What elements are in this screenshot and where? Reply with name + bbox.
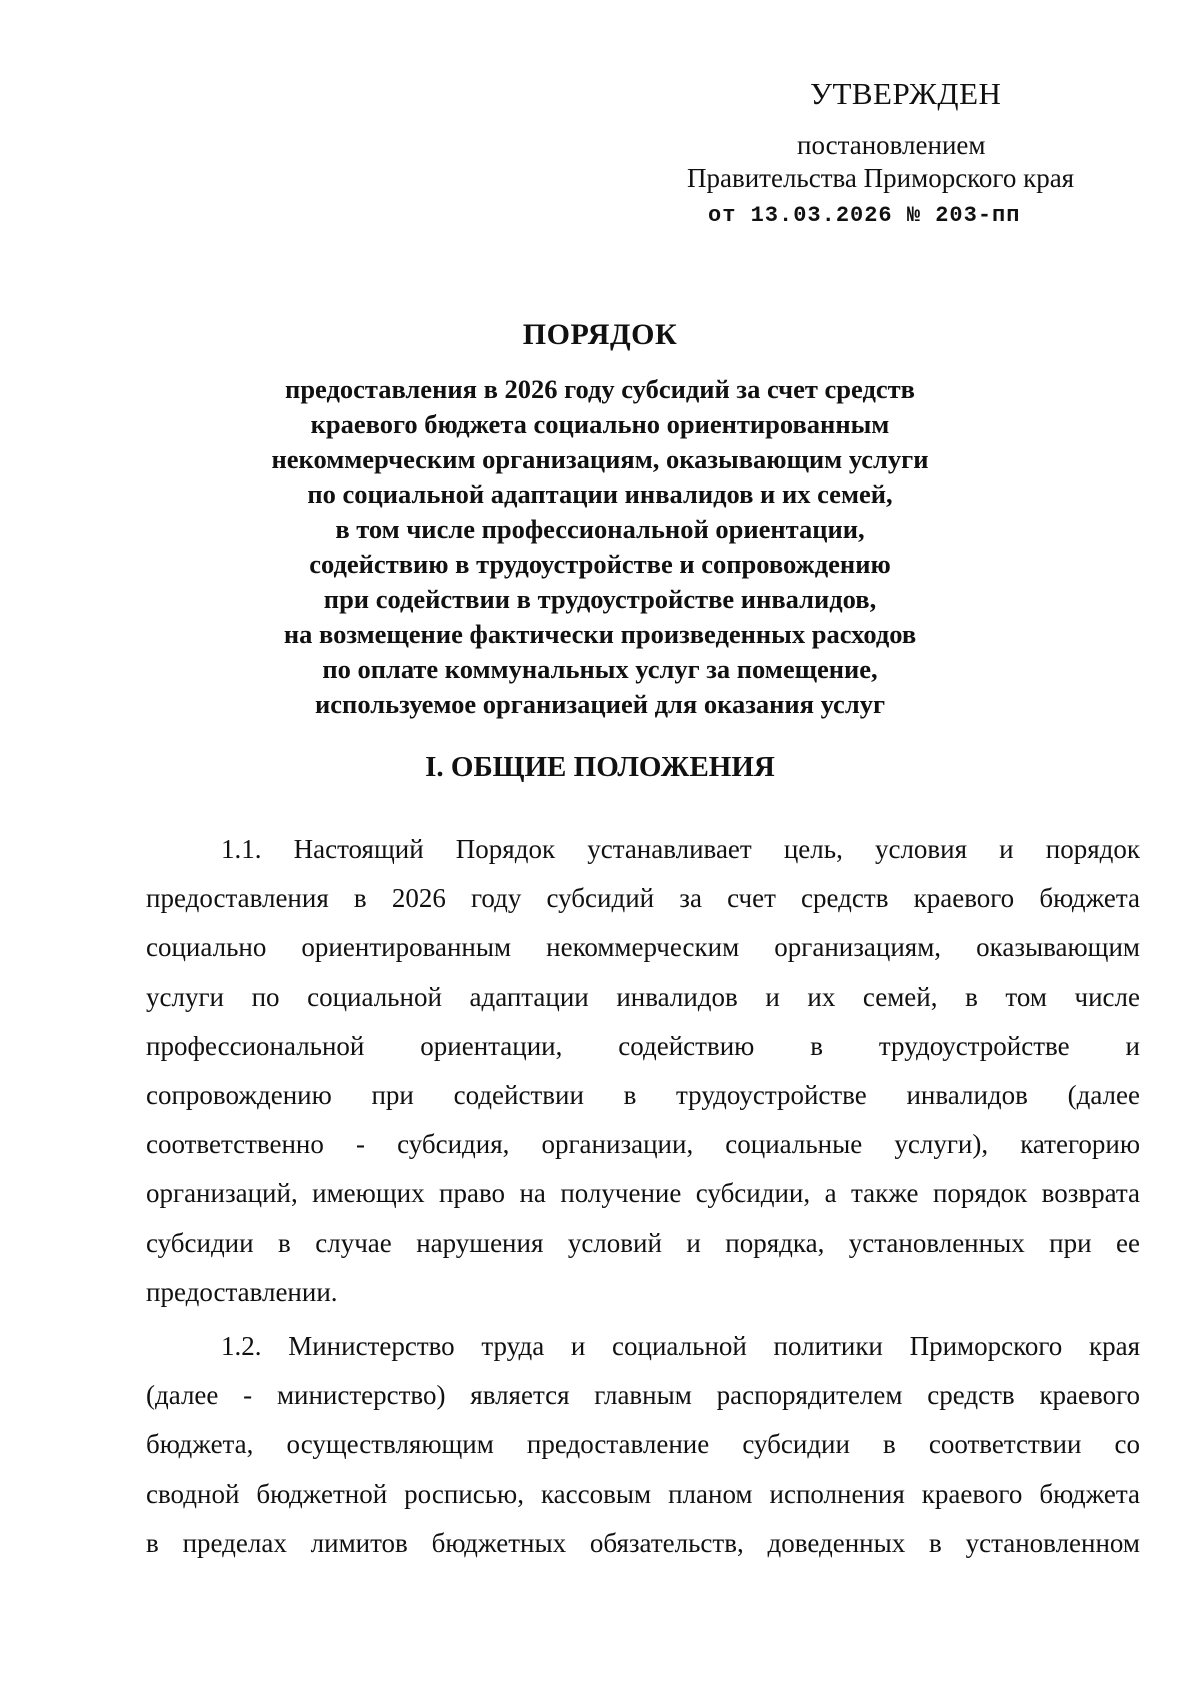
approval-authority: Правительства Приморского края xyxy=(687,163,1075,193)
subtitle-line: предоставления в 2026 году субсидий за счет средств xyxy=(285,374,915,404)
paragraph-line: (далее - министерство) является главным распорядителем средств краевого xyxy=(146,1380,1140,1411)
subtitle-line: по социальной адаптации инвалидов и их семей, xyxy=(307,479,893,509)
document-title: ПОРЯДОК xyxy=(522,318,678,351)
subtitle-line: краевого бюджета социально ориентированным xyxy=(310,409,890,439)
subtitle-line: на возмещение фактически произведенных расходов xyxy=(283,619,917,649)
approval-date-number: от 13.03.2026 № 203-пп xyxy=(708,203,1021,228)
paragraph-line: 1.1. Настоящий Порядок устанавливает цель, условия и порядок xyxy=(221,834,1140,864)
paragraph-line: бюджета, осуществляющим предоставление субсидии в соответствии со xyxy=(146,1429,1140,1460)
paragraph-1-2 xyxy=(146,1322,1140,1568)
document-subtitle xyxy=(0,372,1200,722)
paragraph-line: организаций, имеющих право на получение субсидии, а также порядок возврата xyxy=(146,1178,1140,1209)
paragraph-line: предоставлении. xyxy=(146,1276,338,1307)
paragraph-line: предоставления в 2026 году субсидий за счет средств краевого бюджета xyxy=(146,883,1140,914)
paragraph-line: 1.2. Министерство труда и социальной политики Приморского края xyxy=(221,1331,1140,1361)
subtitle-line: используемое организацией для оказания услуг xyxy=(315,689,885,719)
subtitle-line: по оплате коммунальных услуг за помещение, xyxy=(322,654,878,684)
paragraph-line: услуги по социальной адаптации инвалидов и их семей, в том числе xyxy=(146,981,1140,1012)
subtitle-line: в том числе профессиональной ориентации, xyxy=(335,514,865,544)
approval-decree-label: постановлением xyxy=(797,130,986,160)
subtitle-line: при содействии в трудоустройстве инвалидов, xyxy=(323,584,877,614)
paragraph-line: соответственно - субсидия, организации, социальные услуги), категорию xyxy=(146,1129,1140,1160)
paragraph-line: сводной бюджетной росписью, кассовым планом исполнения краевого бюджета xyxy=(146,1478,1140,1509)
paragraph-line: в пределах лимитов бюджетных обязательств, доведенных в установленном xyxy=(146,1527,1140,1558)
section-title: I. ОБЩИЕ ПОЛОЖЕНИЯ xyxy=(425,751,775,783)
paragraph-line: субсидии в случае нарушения условий и порядка, установленных при ее xyxy=(146,1227,1140,1258)
subtitle-line: содействию в трудоустройстве и сопровождению xyxy=(309,549,891,579)
paragraph-line: сопровождению при содействии в трудоустройстве инвалидов (далее xyxy=(146,1079,1140,1110)
paragraph-1-1 xyxy=(146,825,1140,1317)
subtitle-line: некоммерческим организациям, оказывающим услуги xyxy=(271,444,929,474)
paragraph-line: профессиональной ориентации, содействию в трудоустройстве и xyxy=(146,1030,1140,1061)
paragraph-line: социально ориентированным некоммерческим организациям, оказывающим xyxy=(146,932,1140,963)
approval-title: УТВЕРЖДЕН xyxy=(810,76,1002,111)
